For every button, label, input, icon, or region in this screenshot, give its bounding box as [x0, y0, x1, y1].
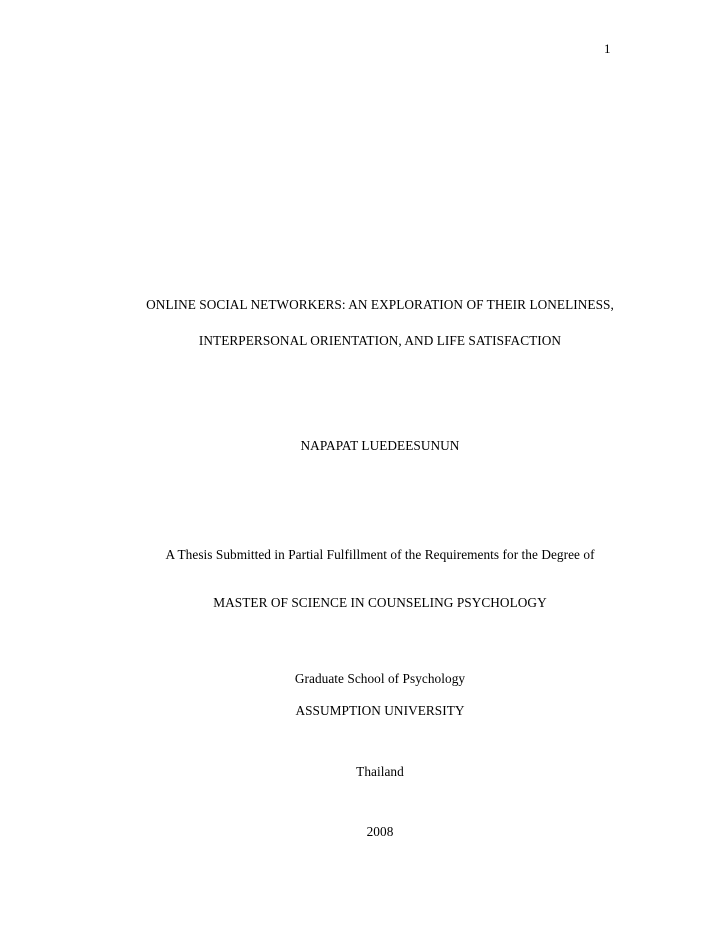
- submission-statement: A Thesis Submitted in Partial Fulfillment of the Requirements for the Degree of: [165, 547, 595, 562]
- author-name: NAPAPAT LUEDEESUNUN: [300, 438, 460, 453]
- university-name: ASSUMPTION UNIVERSITY: [295, 703, 465, 718]
- degree-name: MASTER OF SCIENCE IN COUNSELING PSYCHOLOGY: [213, 595, 547, 610]
- country-name: Thailand: [356, 764, 404, 779]
- submission-year: 2008: [366, 824, 394, 839]
- thesis-title-line-1: ONLINE SOCIAL NETWORKERS: AN EXPLORATION OF THEIR LONELINESS,: [146, 297, 614, 312]
- thesis-title-line-2: INTERPERSONAL ORIENTATION, AND LIFE SATISFACTION: [198, 333, 562, 348]
- page-number: 1: [604, 41, 611, 56]
- school-name: Graduate School of Psychology: [294, 671, 466, 686]
